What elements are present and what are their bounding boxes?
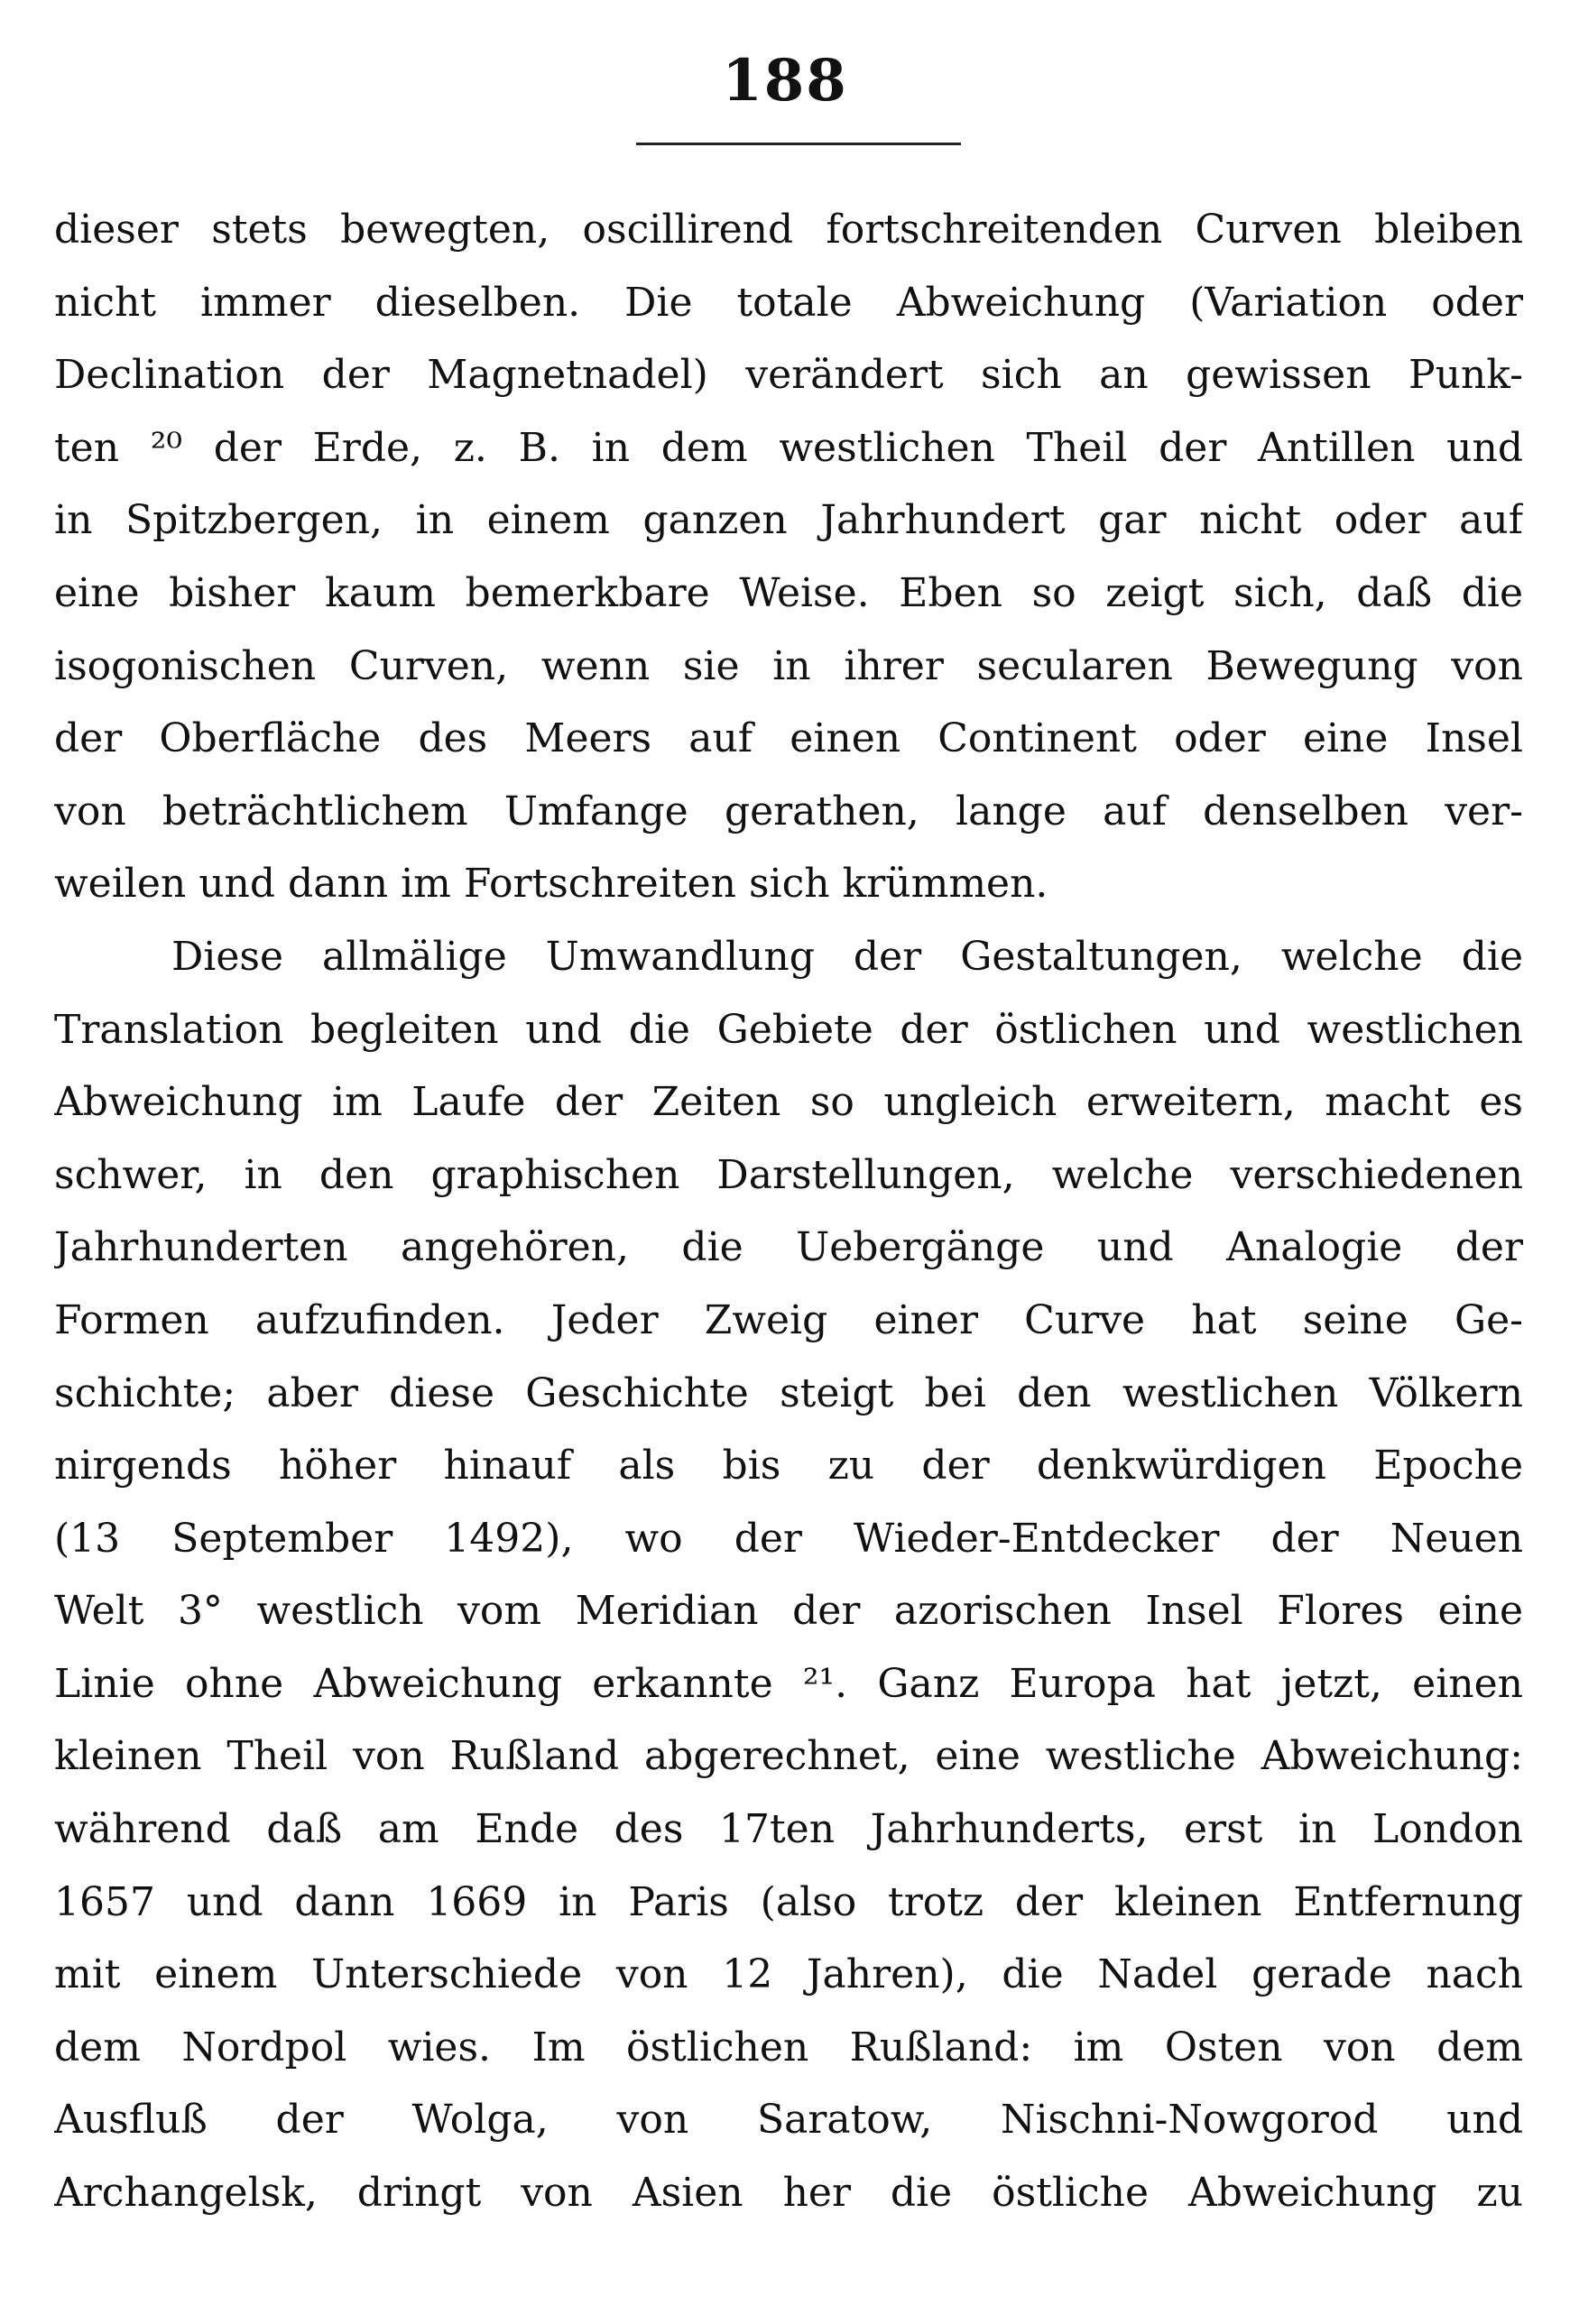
paragraph-1: [54, 194, 1523, 921]
text-line: nicht immer dieselben. Die totale Abweichung (Variation oder: [54, 279, 1523, 326]
body-text: [54, 194, 1523, 2230]
text-line: eine bisher kaum bemerkbare Weise. Eben so zeigt sich, daß die: [54, 569, 1523, 616]
text-line: Formen aufzufinden. Jeder Zweig einer Curve hat seine Ge-: [54, 1296, 1523, 1343]
text-line: mit einem Unterschiede von 12 Jahren), die Nadel gerade nach: [54, 1951, 1523, 1998]
text-line: während daß am Ende des 17ten Jahrhunderts, erst in London: [54, 1806, 1523, 1853]
text-line: weilen und dann im Fortschreiten sich krümmen.: [54, 861, 1048, 908]
text-line: in Spitzbergen, in einem ganzen Jahrhundert gar nicht oder auf: [54, 497, 1523, 544]
text-line: Linie ohne Abweichung erkannte ²¹. Ganz Europa hat jetzt, einen: [54, 1660, 1523, 1707]
paragraph-2: [54, 921, 1523, 2230]
text-line: schwer, in den graphischen Darstellungen, welche verschiedenen: [54, 1151, 1523, 1198]
text-line: kleinen Theil von Rußland abgerechnet, eine westliche Abweichung:: [54, 1733, 1523, 1780]
text-line: schichte; aber diese Geschichte steigt bei den westlichen Völkern: [54, 1370, 1523, 1416]
text-line: ten ²⁰ der Erde, z. B. in dem westlichen Theil der Antillen und: [54, 424, 1523, 471]
text-line: Declination der Magnetnadel) verändert sich an gewissen Punk-: [54, 352, 1523, 399]
text-line: Jahrhunderten angehören, die Uebergänge und Analogie der: [54, 1224, 1523, 1271]
text-line: isogonischen Curven, wenn sie in ihrer secularen Bewegung von: [54, 642, 1523, 689]
text-line: dieser stets bewegten, oscillirend fortschreitenden Curven bleiben: [54, 207, 1523, 253]
text-line: Welt 3° westlich vom Meridian der azorischen Insel Flores eine: [54, 1588, 1523, 1635]
text-line: Abweichung im Laufe der Zeiten so ungleich erweitern, macht es: [54, 1079, 1523, 1126]
page-number: 188: [722, 47, 848, 115]
text-line: 1657 und dann 1669 in Paris (also trotz der kleinen Entfernung: [54, 1878, 1523, 1925]
text-line: Ausfluß der Wolga, von Saratow, Nischni-Nowgorod und: [54, 2097, 1523, 2144]
text-line: der Oberfläche des Meers auf einen Continent oder eine Insel: [54, 715, 1523, 762]
text-line: dem Nordpol wies. Im östlichen Rußland: im Osten von dem: [54, 2024, 1523, 2070]
text-line: Diese allmälige Umwandlung der Gestaltungen, welche die: [171, 933, 1523, 980]
text-line: von beträchtlichem Umfange gerathen, lange auf denselben ver-: [54, 788, 1523, 835]
text-line: Translation begleiten und die Gebiete der östlichen und westlichen: [54, 1006, 1523, 1053]
text-line: Archangelsk, dringt von Asien her die östliche Abweichung zu: [54, 2170, 1523, 2217]
text-line: (13 September 1492), wo der Wieder-Entdecker der Neuen: [54, 1515, 1523, 1562]
text-line: nirgends höher hinauf als bis zu der denkwürdigen Epoche: [54, 1443, 1523, 1489]
header-rule: [636, 143, 961, 145]
